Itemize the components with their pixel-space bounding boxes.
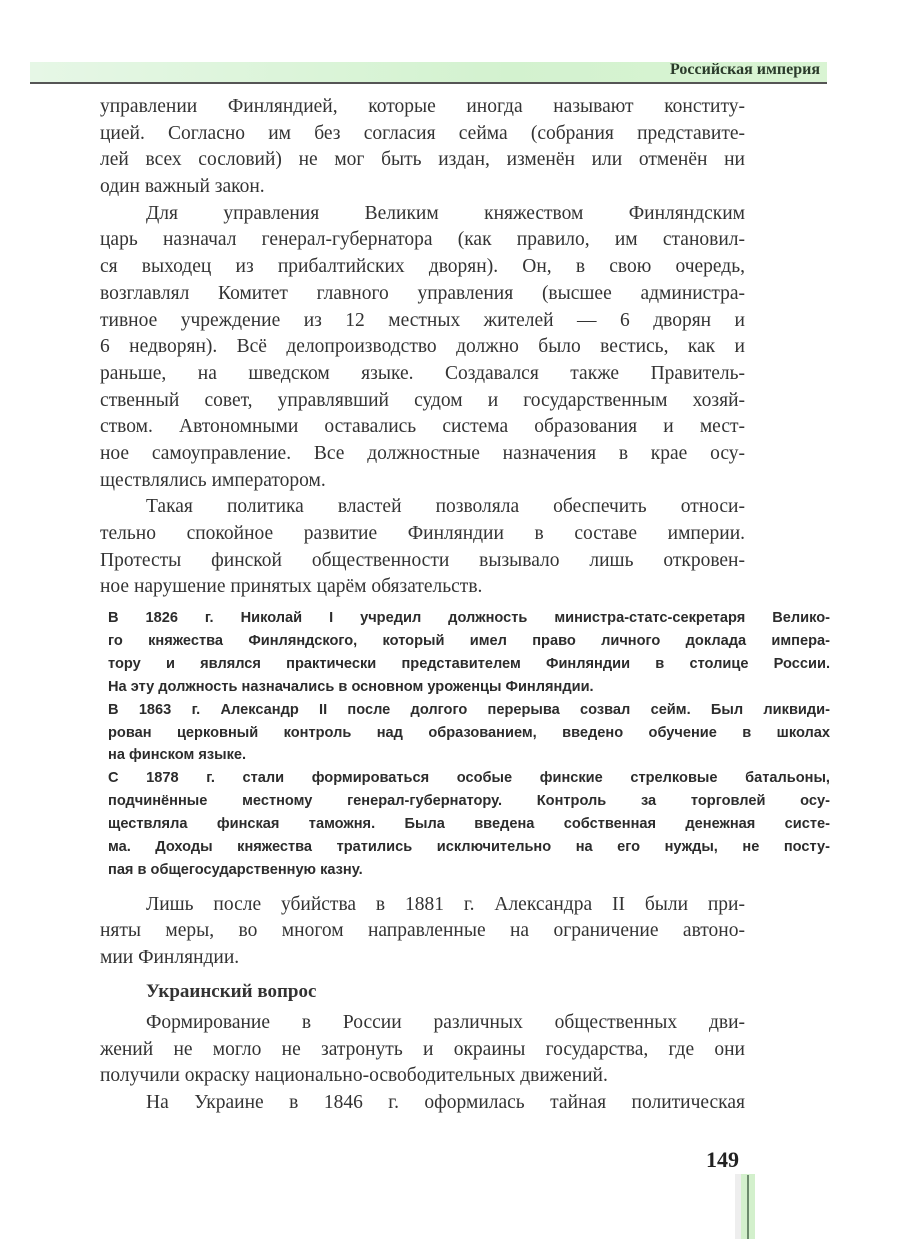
text-line: ное самоуправление. Все должностные назначения в крае осу-: [100, 442, 745, 464]
text-line: один важный закон.: [100, 176, 265, 198]
text-line: ственный совет, управлявший судом и государственным хозяй-: [100, 389, 745, 411]
text-line: няты меры, во многом направленные на ограничение автоно-: [100, 920, 745, 942]
text-line: ществлялись императором.: [100, 469, 326, 491]
text-line: Для управления Великим княжеством Финляндским: [146, 202, 745, 224]
text-line: Формирование в России различных общественных дви-: [146, 1011, 745, 1033]
paragraph-4: [100, 892, 745, 972]
text-line: ся выходец из прибалтийских дворян). Он, в свою очередь,: [100, 256, 745, 278]
page-edge-line: [747, 1175, 749, 1239]
text-line: ное нарушение принятых царём обязательств.: [100, 576, 483, 598]
text-line: Лишь после убийства в 1881 г. Александра II были при-: [146, 893, 745, 915]
text-line: царь назначал генерал-губернатора (как правило, им становил-: [100, 229, 745, 251]
text-line: ществляла финская таможня. Была введена собственная денежная систе-: [108, 816, 830, 833]
text-line: ством. Автономными оставались система образования и мест-: [100, 416, 745, 438]
text-line: на финском языке.: [108, 747, 247, 764]
paragraph-2: [100, 201, 745, 495]
paragraph-3: [100, 494, 745, 601]
text-line: С 1878 г. стали формироваться особые финские стрелковые батальоны,: [108, 770, 830, 787]
text-line: тельно спокойное развитие Финляндии в составе империи.: [100, 523, 745, 544]
paragraph-1: [100, 94, 745, 201]
text-line: Такая политика властей позволяла обеспечить относи-: [146, 496, 745, 518]
text-line: 6 недворян). Всё делопроизводство должно было вестись, как и: [100, 336, 745, 358]
page-body: [100, 94, 830, 1117]
text-line: го княжества Финляндского, который имел право личного доклада импера-: [108, 632, 830, 649]
text-line: тору и являлся практически представителем Финляндии в столице России.: [108, 655, 830, 672]
text-line: раньше, на шведском языке. Создавался также Правитель-: [100, 362, 745, 384]
text-line: подчинённые местному генерал-губернатору. Контроль за торговлей осу-: [108, 793, 830, 810]
text-line: жений не могло не затронуть и окраины государства, где они: [100, 1038, 745, 1060]
page-edge-marker: [735, 1174, 755, 1239]
text-line: лей всех сословий) не мог быть издан, изменён или отменён ни: [100, 149, 745, 171]
text-line: На эту должность назначались в основном уроженцы Финляндии.: [108, 678, 594, 695]
info-box: [108, 607, 830, 882]
text-line: управлении Финляндией, которые иногда называют конститу-: [100, 96, 745, 117]
text-line: рован церковный контроль над образованием, введено обучение в школах: [108, 724, 830, 741]
text-line: получили окраску национально-освободительных движений.: [100, 1065, 608, 1087]
text-line: тивное учреждение из 12 местных жителей — 6 дворян и: [100, 309, 745, 331]
paragraph-6: [100, 1090, 745, 1117]
text-line: мии Финляндии.: [100, 947, 240, 969]
text-line: В 1826 г. Николай I учредил должность министра-статс-секретаря Велико-: [108, 610, 830, 627]
text-line: пая в общегосударственную казну.: [108, 861, 363, 878]
section-heading: Украинский вопрос: [146, 980, 317, 1002]
text-line: В 1863 г. Александр II после долгого перерыва созвал сейм. Был ликвиди-: [108, 701, 830, 718]
text-line: На Украине в 1846 г. оформилась тайная политическая: [146, 1091, 745, 1113]
header-rule: [30, 82, 827, 84]
text-line: ма. Доходы княжества тратились исключительно на его нужды, не посту-: [108, 838, 830, 855]
text-line: Протесты финской общественности вызывало лишь откровен-: [100, 549, 745, 571]
paragraph-5: [100, 1010, 745, 1090]
page-number: 149: [706, 1147, 739, 1172]
running-header: Российская империя: [670, 61, 820, 78]
text-line: возглавлял Комитет главного управления (высшее администра-: [100, 282, 745, 304]
text-line: цией. Согласно им без согласия сейма (собрания представите-: [100, 122, 745, 144]
